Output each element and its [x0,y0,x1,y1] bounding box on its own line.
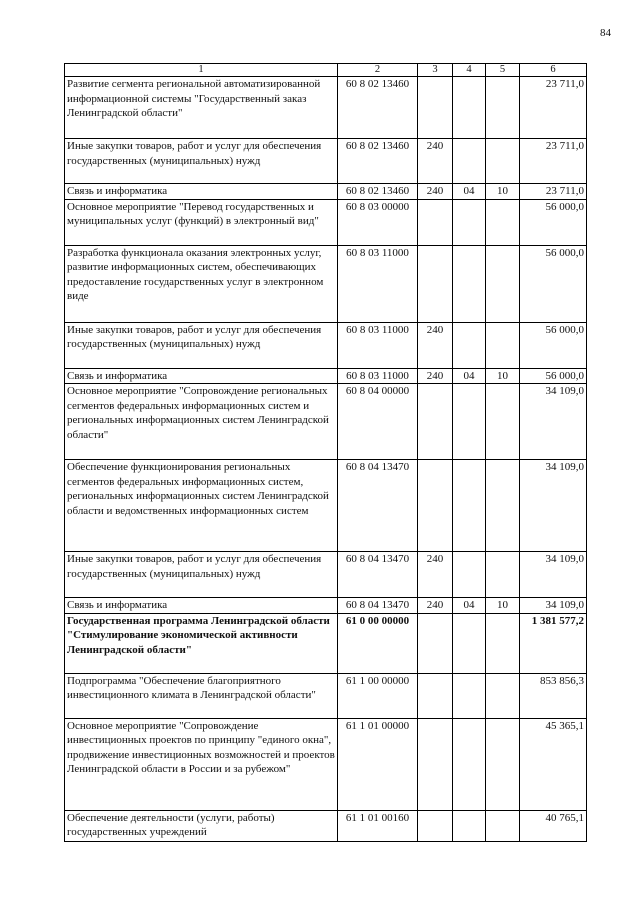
row-vr-cell [418,613,453,673]
table-row [65,673,587,718]
row-vr-cell: 240 [418,322,453,368]
row-pr-cell [486,552,520,598]
row-vr-cell [418,460,453,552]
row-rz-cell [453,384,486,460]
table-row [65,460,587,552]
row-pr-cell [486,460,520,552]
header-col-4: 4 [453,64,486,77]
row-amount-cell: 23 711,0 [520,77,587,139]
table-body [65,77,587,842]
row-amount-cell: 56 000,0 [520,322,587,368]
row-name-cell: Обеспечение деятельности (услуги, работы) государственных учреждений [65,810,338,841]
row-code-cell: 61 0 00 00000 [338,613,418,673]
row-vr-cell [418,384,453,460]
row-amount-cell: 23 711,0 [520,139,587,184]
row-pr-cell [486,613,520,673]
row-amount-cell: 56 000,0 [520,199,587,245]
row-vr-cell [418,199,453,245]
row-name-cell: Обеспечение функционирования региональных сегментов федеральных информационных систем, региональных информационных систем Ленинградской области и ведомственных информационных систем [65,460,338,552]
row-code-cell: 60 8 03 11000 [338,245,418,322]
row-amount-cell: 45 365,1 [520,718,587,810]
table-row [65,613,587,673]
row-pr-cell [486,718,520,810]
header-col-6: 6 [520,64,587,77]
table-row [65,184,587,200]
row-name-cell: Основное мероприятие "Перевод государственных и муниципальных услуг (функций) в электронный вид" [65,199,338,245]
row-code-cell: 60 8 02 13460 [338,184,418,200]
row-amount-cell: 34 109,0 [520,384,587,460]
table-row [65,199,587,245]
row-rz-cell [453,199,486,245]
row-amount-cell: 34 109,0 [520,598,587,614]
row-vr-cell [418,673,453,718]
row-rz-cell [453,322,486,368]
row-name-cell: Государственная программа Ленинградской области "Стимулирование экономической активности Ленинградской области" [65,613,338,673]
table-row [65,77,587,139]
row-name-cell: Связь и информатика [65,368,338,384]
row-rz-cell [453,460,486,552]
row-vr-cell [418,245,453,322]
row-amount-cell: 34 109,0 [520,460,587,552]
row-rz-cell [453,139,486,184]
row-rz-cell [453,673,486,718]
header-col-1: 1 [65,64,338,77]
row-pr-cell [486,199,520,245]
row-amount-cell: 34 109,0 [520,552,587,598]
table-row [65,552,587,598]
row-vr-cell: 240 [418,184,453,200]
row-name-cell: Иные закупки товаров, работ и услуг для обеспечения государственных (муниципальных) нужд [65,552,338,598]
row-rz-cell [453,77,486,139]
budget-table [64,63,587,842]
row-name-cell: Подпрограмма "Обеспечение благоприятного инвестиционного климата в Ленинградской области" [65,673,338,718]
row-rz-cell: 04 [453,368,486,384]
table-row [65,810,587,841]
row-amount-cell: 56 000,0 [520,245,587,322]
row-code-cell: 60 8 02 13460 [338,77,418,139]
row-pr-cell: 10 [486,184,520,200]
row-pr-cell [486,322,520,368]
row-rz-cell [453,613,486,673]
row-vr-cell: 240 [418,139,453,184]
header-col-5: 5 [486,64,520,77]
row-rz-cell [453,810,486,841]
row-code-cell: 60 8 02 13460 [338,139,418,184]
row-code-cell: 60 8 04 13470 [338,552,418,598]
row-name-cell: Иные закупки товаров, работ и услуг для обеспечения государственных (муниципальных) нужд [65,139,338,184]
table-row [65,139,587,184]
row-amount-cell: 23 711,0 [520,184,587,200]
row-pr-cell [486,673,520,718]
table-row [65,598,587,614]
row-vr-cell [418,810,453,841]
row-name-cell: Основное мероприятие "Сопровождение инвестиционных проектов по принципу "единого окна", продвижение инвестиционных возможностей и проектов Ленинградской области в России и за рубежом" [65,718,338,810]
table-row [65,368,587,384]
row-code-cell: 60 8 04 13470 [338,598,418,614]
row-vr-cell: 240 [418,598,453,614]
row-amount-cell: 40 765,1 [520,810,587,841]
row-name-cell: Связь и информатика [65,598,338,614]
row-pr-cell [486,384,520,460]
row-vr-cell [418,718,453,810]
row-rz-cell: 04 [453,598,486,614]
row-rz-cell: 04 [453,184,486,200]
row-code-cell: 61 1 01 00000 [338,718,418,810]
row-pr-cell: 10 [486,368,520,384]
row-name-cell: Развитие сегмента региональной автоматизированной информационной системы "Государственный заказ Ленинградской области" [65,77,338,139]
row-code-cell: 60 8 03 11000 [338,368,418,384]
row-pr-cell [486,77,520,139]
row-pr-cell [486,810,520,841]
header-col-2: 2 [338,64,418,77]
row-amount-cell: 853 856,3 [520,673,587,718]
row-pr-cell: 10 [486,598,520,614]
row-rz-cell [453,552,486,598]
row-pr-cell [486,245,520,322]
row-amount-cell: 56 000,0 [520,368,587,384]
table-row [65,384,587,460]
row-vr-cell: 240 [418,552,453,598]
row-vr-cell [418,77,453,139]
page-number: 84 [600,27,611,39]
row-code-cell: 61 1 00 00000 [338,673,418,718]
row-amount-cell: 1 381 577,2 [520,613,587,673]
header-col-3: 3 [418,64,453,77]
row-code-cell: 60 8 04 00000 [338,384,418,460]
row-code-cell: 60 8 04 13470 [338,460,418,552]
row-rz-cell [453,718,486,810]
row-name-cell: Иные закупки товаров, работ и услуг для обеспечения государственных (муниципальных) нужд [65,322,338,368]
row-name-cell: Разработка функционала оказания электронных услуг, развитие информационных систем, обеспечивающих предоставление государственных услуг в электронном виде [65,245,338,322]
row-vr-cell: 240 [418,368,453,384]
row-code-cell: 61 1 01 00160 [338,810,418,841]
row-rz-cell [453,245,486,322]
table-row [65,718,587,810]
row-pr-cell [486,139,520,184]
header-row [65,64,587,77]
row-name-cell: Основное мероприятие "Сопровождение региональных сегментов федеральных информационных систем и региональных информационных систем Ленинградской области" [65,384,338,460]
table-row [65,322,587,368]
row-code-cell: 60 8 03 11000 [338,322,418,368]
row-code-cell: 60 8 03 00000 [338,199,418,245]
table-row [65,245,587,322]
row-name-cell: Связь и информатика [65,184,338,200]
